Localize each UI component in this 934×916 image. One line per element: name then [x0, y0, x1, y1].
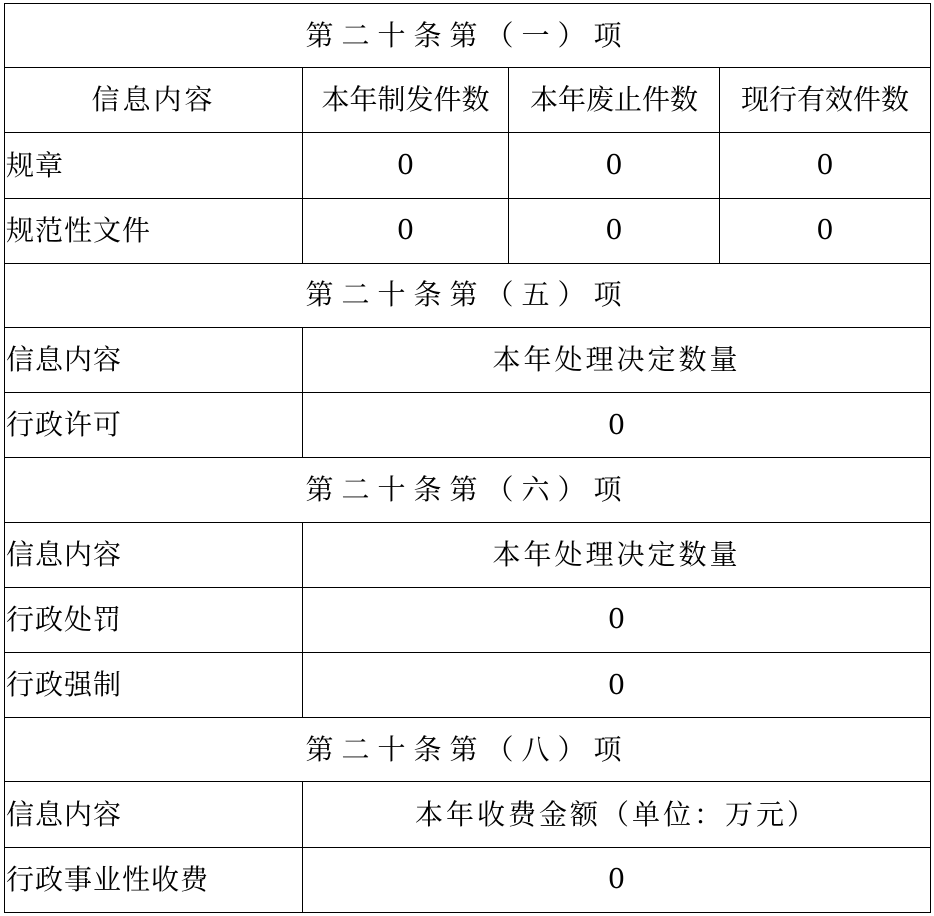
- fee-amount-value: 0: [303, 847, 931, 912]
- row-label: 行政事业性收费: [5, 847, 303, 912]
- header-decision-count: 本年处理决定数量: [303, 522, 931, 587]
- issued-count-value: 0: [303, 198, 509, 263]
- table-row: [5, 133, 931, 198]
- table-row: [5, 653, 931, 718]
- section-8-title-row: [5, 718, 931, 782]
- row-label: 规范性文件: [5, 198, 303, 263]
- section-1-title-row: [5, 4, 931, 68]
- header-info-content: 信息内容: [5, 68, 303, 133]
- row-label: 行政许可: [5, 393, 303, 458]
- header-abolished-count: 本年废止件数: [509, 68, 720, 133]
- section-title: 第二十条第（六）项: [5, 458, 931, 522]
- section-6-title-row: [5, 458, 931, 522]
- section-5-title-row: [5, 263, 931, 327]
- header-fee-amount: 本年收费金额（单位：万元）: [303, 782, 931, 847]
- section-5-header-row: [5, 328, 931, 393]
- header-valid-count: 现行有效件数: [720, 68, 931, 133]
- abolished-count-value: 0: [509, 133, 720, 198]
- section-title: 第二十条第（八）项: [5, 718, 931, 782]
- decision-count-value: 0: [303, 653, 931, 718]
- section-1-header-row: [5, 68, 931, 133]
- header-info-content: 信息内容: [5, 782, 303, 847]
- table-row: [5, 587, 931, 652]
- header-info-content: 信息内容: [5, 522, 303, 587]
- section-title: 第二十条第（五）项: [5, 263, 931, 327]
- header-issued-count: 本年制发件数: [303, 68, 509, 133]
- valid-count-value: 0: [720, 198, 931, 263]
- row-label: 行政处罚: [5, 587, 303, 652]
- section-6-header-row: [5, 522, 931, 587]
- row-label: 行政强制: [5, 653, 303, 718]
- disclosure-table: [4, 3, 931, 913]
- row-label: 规章: [5, 133, 303, 198]
- header-decision-count: 本年处理决定数量: [303, 328, 931, 393]
- section-title: 第二十条第（一）项: [5, 4, 931, 68]
- table-row: [5, 198, 931, 263]
- decision-count-value: 0: [303, 587, 931, 652]
- issued-count-value: 0: [303, 133, 509, 198]
- header-info-content: 信息内容: [5, 328, 303, 393]
- valid-count-value: 0: [720, 133, 931, 198]
- decision-count-value: 0: [303, 393, 931, 458]
- section-8-header-row: [5, 782, 931, 847]
- table-row: [5, 847, 931, 912]
- table-row: [5, 393, 931, 458]
- abolished-count-value: 0: [509, 198, 720, 263]
